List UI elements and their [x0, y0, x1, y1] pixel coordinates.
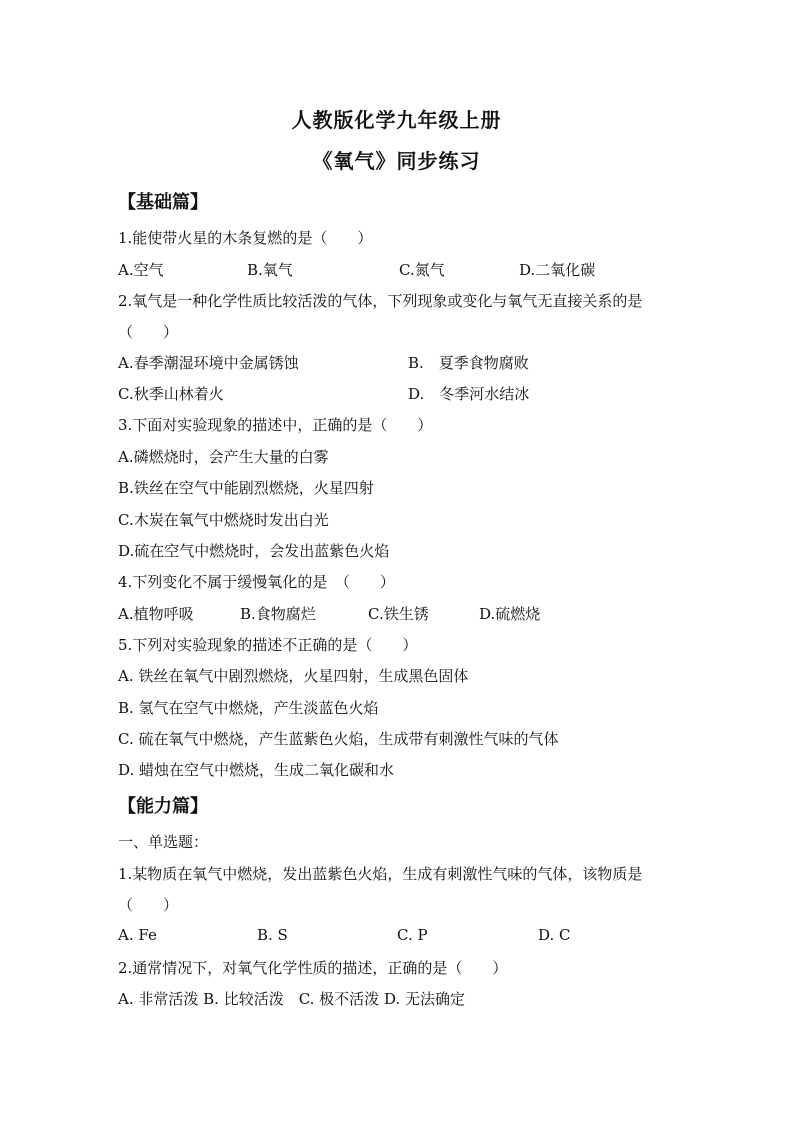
answer-option: C. P — [397, 926, 428, 944]
question-stem: 3.下面对实验现象的描述中，正确的是（ ） — [118, 416, 433, 434]
answer-option: A. 非常活泼 B. 比较活泼 C. 极不活泼 D. 无法确定 — [118, 990, 465, 1008]
answer-option: A.植物呼吸 — [118, 605, 194, 623]
answer-option: B.食物腐烂 — [240, 605, 316, 623]
answer-option: A.磷燃烧时，会产生大量的白雾 — [118, 448, 329, 466]
answer-option: A. 铁丝在氧气中剧烈燃烧，火星四射，生成黑色固体 — [118, 667, 469, 685]
question-stem: 2.通常情况下，对氧气化学性质的描述，正确的是（ ） — [118, 959, 508, 977]
answer-option: D. C — [538, 926, 571, 944]
answer-option: C.秋季山林着火 — [118, 385, 224, 403]
document-subtitle: 《氧气》同步练习 — [312, 149, 481, 173]
answer-option: A.春季潮湿环境中金属锈蚀 — [118, 354, 299, 372]
answer-option: C.氮气 — [399, 261, 445, 279]
part-heading: 一、单选题： — [118, 833, 209, 851]
answer-option: D.硫在空气中燃烧时，会发出蓝紫色火焰 — [118, 542, 390, 560]
document-title: 人教版化学九年级上册 — [291, 108, 502, 132]
answer-option: B. S — [257, 926, 288, 944]
question-stem: 4.下列变化不属于缓慢氧化的是 （ ） — [118, 573, 395, 591]
answer-option: D.硫燃烧 — [479, 605, 541, 623]
answer-option: D.二氧化碳 — [519, 261, 596, 279]
answer-option: B.氧气 — [247, 261, 293, 279]
section-heading-ability: 【能力篇】 — [118, 796, 208, 817]
answer-option: D. 冬季河水结冰 — [408, 385, 530, 403]
answer-option: A. Fe — [118, 926, 157, 944]
question-stem: 1.某物质在氧气中燃烧，发出蓝紫色火焰，生成有刺激性气味的气体，该物质是 — [118, 865, 643, 883]
answer-option: C. 硫在氧气中燃烧，产生蓝紫色火焰，生成带有刺激性气味的气体 — [118, 730, 559, 748]
answer-option: A.空气 — [118, 261, 164, 279]
answer-option: C.铁生锈 — [368, 605, 429, 623]
answer-option: C.木炭在氧气中燃烧时发出白光 — [118, 511, 329, 529]
answer-option: B. 氢气在空气中燃烧，产生淡蓝色火焰 — [118, 699, 379, 717]
answer-option: B.铁丝在空气中能剧烈燃烧，火星四射 — [118, 479, 374, 497]
answer-parenthesis: （ ） — [118, 896, 179, 914]
answer-option: D. 蜡烛在空气中燃烧，生成二氧化碳和水 — [118, 761, 395, 779]
question-stem: 1.能使带火星的木条复燃的是（ ） — [118, 229, 373, 247]
question-stem: 5.下列对实验现象的描述不正确的是（ ） — [118, 636, 418, 654]
section-heading-basic: 【基础篇】 — [118, 192, 208, 213]
answer-option: B. 夏季食物腐败 — [408, 354, 529, 372]
answer-parenthesis: （ ） — [118, 323, 179, 341]
question-stem: 2.氧气是一种化学性质比较活泼的气体，下列现象或变化与氧气无直接关系的是 — [118, 292, 643, 310]
